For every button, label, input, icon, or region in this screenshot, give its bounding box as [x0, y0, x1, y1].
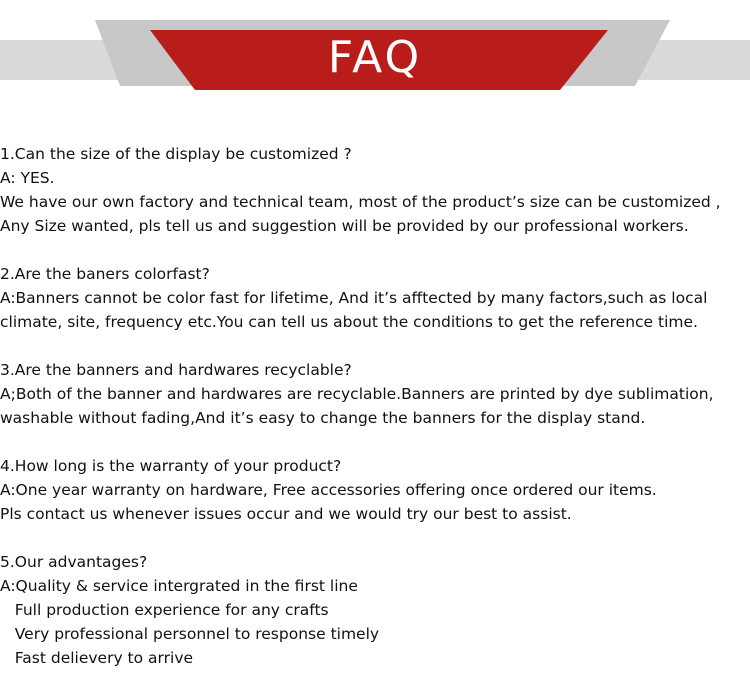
faq-item-colorfast — [0, 262, 745, 334]
faq-answer-line: washable without fading,And it’s easy to change the banners for the display stand. — [0, 409, 646, 427]
faq-item-customization — [0, 142, 745, 238]
faq-question: 5.Our advantages? — [0, 553, 148, 571]
faq-banner — [0, 0, 750, 100]
banner-title: FAQ — [327, 32, 423, 83]
faq-item-recyclable — [0, 358, 745, 430]
faq-answer-line: A:Banners cannot be color fast for lifetime, And it’s afftected by many factors,such as local — [0, 289, 708, 307]
faq-answer-line: Pls contact us whenever issues occur and we would try our best to assist. — [0, 505, 572, 523]
faq-answer-line: Fast delievery to arrive — [0, 649, 194, 667]
faq-answer-line: Very professional personnel to response timely — [0, 625, 380, 643]
faq-question: 1.Can the size of the display be customized ? — [0, 145, 352, 163]
faq-answer-line: We have our own factory and technical team, most of the product’s size can be customized , — [0, 193, 721, 211]
faq-question: 4.How long is the warranty of your product? — [0, 457, 342, 475]
faq-question: 2.Are the baners colorfast? — [0, 265, 210, 283]
faq-answer-line: Any Size wanted, pls tell us and suggestion will be provided by our professional workers. — [0, 217, 689, 235]
faq-answer-line: climate, site, frequency etc.You can tell us about the conditions to get the reference time. — [0, 313, 698, 331]
faq-answer-line: A:Quality & service intergrated in the first line — [0, 577, 358, 595]
faq-answer-line: A:One year warranty on hardware, Free accessories offering once ordered our items. — [0, 481, 657, 499]
faq-answer-line: A: YES. — [0, 169, 55, 187]
faq-item-advantages — [0, 550, 745, 670]
faq-question: 3.Are the banners and hardwares recyclable? — [0, 361, 352, 379]
faq-list — [0, 142, 745, 694]
faq-answer-line: A;Both of the banner and hardwares are recyclable.Banners are printed by dye sublimation, — [0, 385, 714, 403]
faq-answer-line: Full production experience for any crafts — [0, 601, 329, 619]
faq-item-warranty — [0, 454, 745, 526]
